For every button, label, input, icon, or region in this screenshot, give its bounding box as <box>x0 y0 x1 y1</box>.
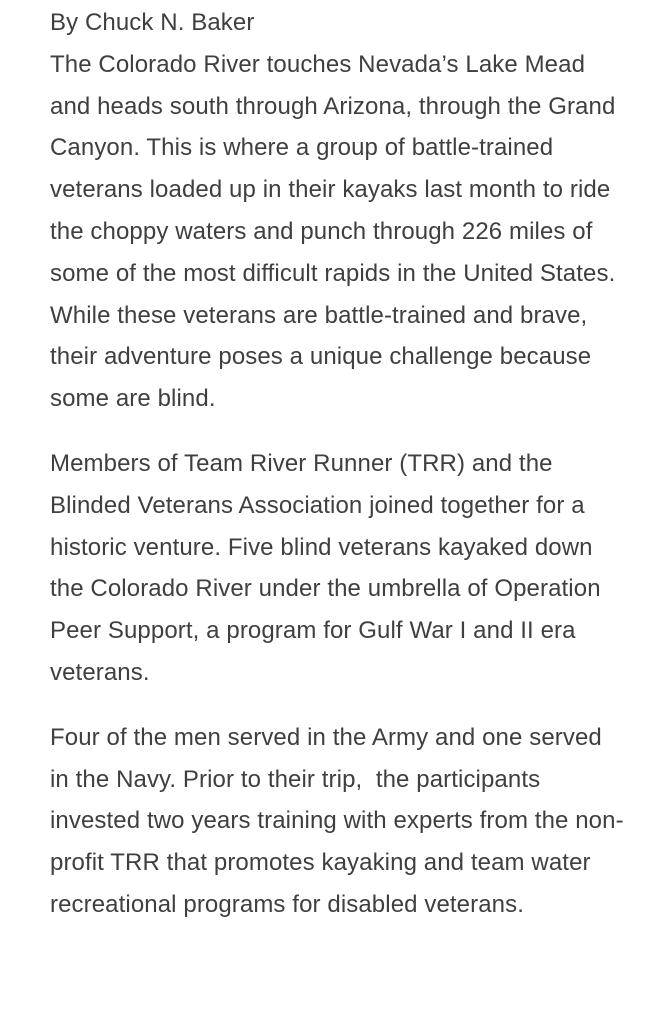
article-paragraph-2: Members of Team River Runner (TRR) and the Blinded Veterans Association joined together for a historic venture. Five blind veterans kayaked down the Colorado River under the umbrella of Operation Peer Support, a program for Gulf War I and II era veterans. <box>50 449 608 686</box>
article-paragraph-3: Four of the men served in the Army and one served in the Navy. Prior to their trip, the participants invested two years training with experts from the non-profit TRR that promotes kayaking and team water recreational programs for disabled veterans. <box>50 723 624 918</box>
article-byline: By Chuck N. Baker <box>50 9 255 36</box>
article-paragraph-1: The Colorado River touches Nevada’s Lake Mead and heads south through Arizona, through the Grand Canyon. This is where a group of battle-trained veterans loaded up in their kayaks last month to ride the choppy waters and punch through 226 miles of some of the most difficult rapids in the United States. While these veterans are battle-trained and brave, their adventure poses a unique challenge because some are blind. <box>50 50 623 413</box>
